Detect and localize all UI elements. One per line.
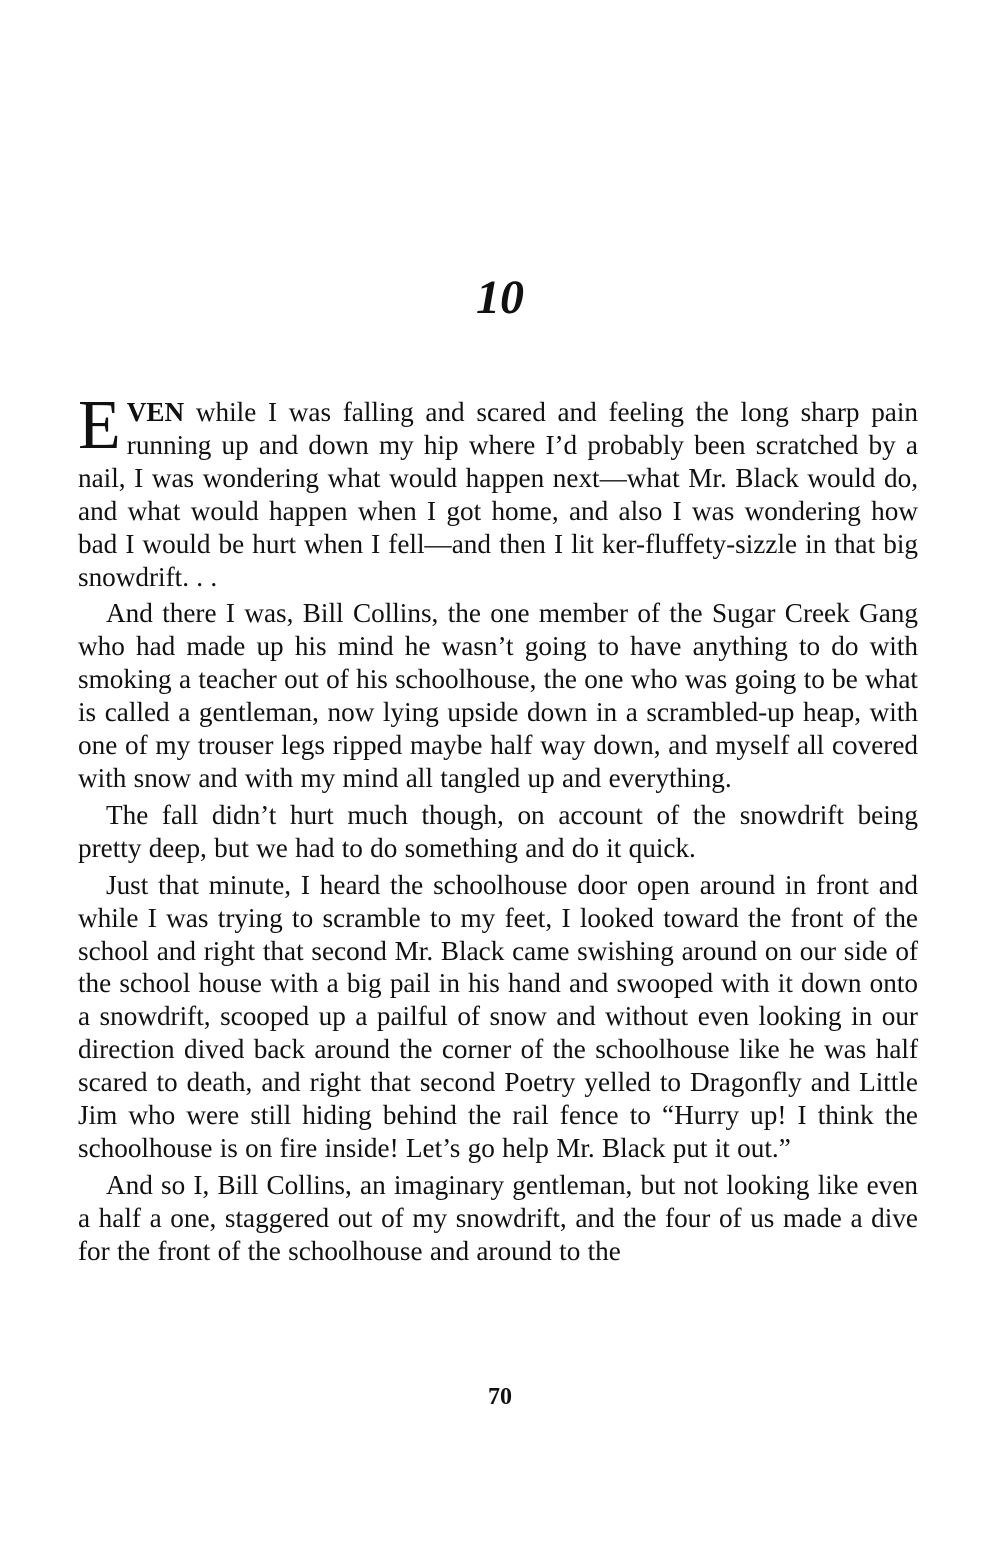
paragraph-5: And so I, Bill Collins, an imaginary gentleman, but not looking like even a half a one, staggered out of my snowdrift, and the four of us made a dive for the front of the schoolhouse and around to the	[78, 1169, 918, 1266]
paragraph-3: The fall didn’t hurt much though, on account of the snowdrift being pretty deep, but we had to do something and do it quick.	[78, 799, 918, 863]
chapter-number: 10	[476, 271, 524, 324]
body-text	[78, 387, 918, 1272]
paragraph-1	[78, 387, 918, 593]
page-number: 70	[488, 1384, 512, 1410]
lead-in-small-caps: VEN	[126, 397, 185, 427]
drop-cap: E	[78, 387, 121, 464]
paragraph-2: And there I was, Bill Collins, the one member of the Sugar Creek Gang who had made up his mind he wasn’t going to have anything to do with smoking a teacher out of his schoolhouse, the one who was going to be what is called a gentleman, now lying upside down in a scrambled-up heap, with one of my trouser legs ripped maybe half way down, and myself all covered with snow and with my mind all tangled up and everything.	[78, 598, 918, 793]
paragraph-4: Just that minute, I heard the schoolhouse door open around in front and while I was trying to scramble to my feet, I looked toward the front of the school and right that second Mr. Black came swishing around on our side of the school house with a big pail in his hand and swooped with it down onto a snowdrift, scooped up a pailful of snow and without even looking in our direction dived back around the corner of the schoolhouse like he was half scared to death, and right that second Poetry yelled to Dragonfly and Little Jim who were still hiding behind the rail fence to “Hurry up! I think the schoolhouse is on fire inside! Let’s go help Mr. Black put it out.”	[78, 869, 918, 1163]
paragraph-1-text: while I was falling and scared and feeling the long sharp pain running up and down my hip where I’d probably been scratched by a nail, I was wondering what would happen next—what Mr. Black would do, and what would happen when I got home, and also I was wondering how bad I would be hurt when I fell—and then I lit ker-fluffety-sizzle in that big snowdrift. . .	[78, 397, 918, 592]
